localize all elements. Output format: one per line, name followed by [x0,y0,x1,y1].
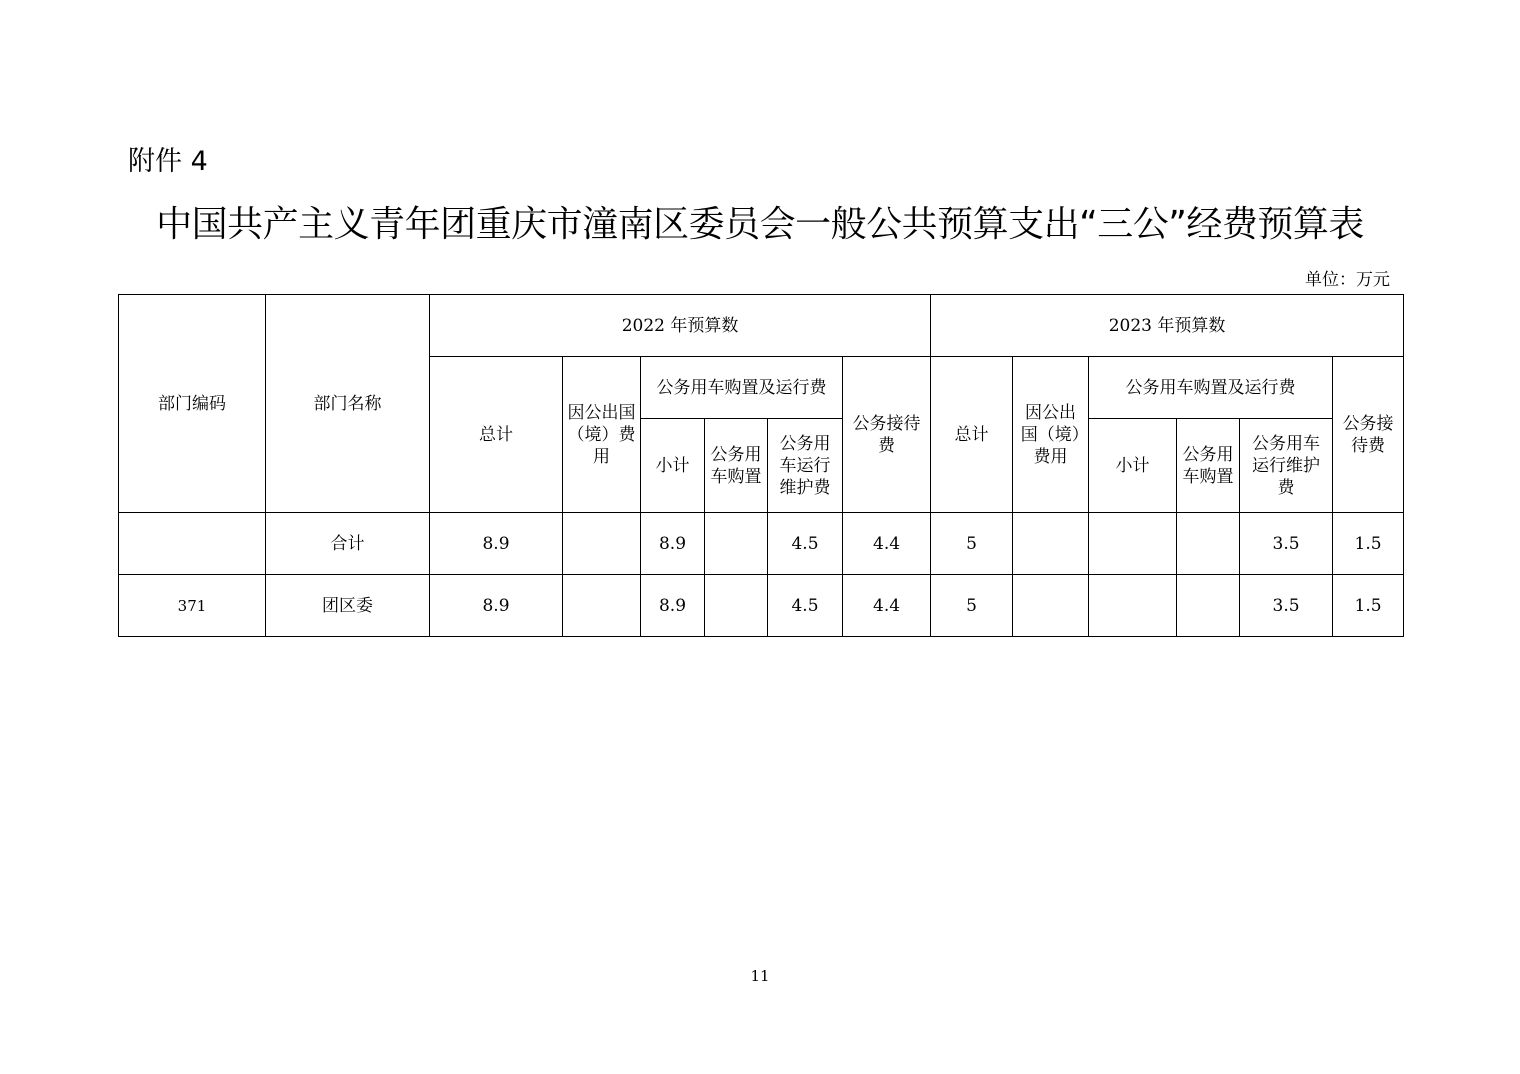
cell-2022-overseas [563,513,641,575]
header-2022-reception: 公务接待费 [843,357,931,513]
cell-2023-vehicle-purchase [1177,513,1240,575]
cell-2023-vehicle-operation: 3.5 [1240,575,1333,637]
cell-2023-subtotal [1089,575,1177,637]
header-2022-vehicle-purchase: 公务用车购置 [705,419,768,513]
cell-dept-code: 371 [119,575,266,637]
header-2022-vehicle-operation: 公务用车运行维护费 [768,419,843,513]
header-2023-vehicle-group: 公务用车购置及运行费 [1089,357,1333,419]
page-title: 中国共产主义青年团重庆市潼南区委员会一般公共预算支出“三公”经费预算表 [156,204,1364,245]
header-2022-overseas: 因公出国（境）费用 [563,357,641,513]
header-2022-vehicle-group: 公务用车购置及运行费 [641,357,843,419]
header-2023-vehicle-purchase: 公务用车购置 [1177,419,1240,513]
header-2023-overseas: 因公出国（境）费用 [1013,357,1089,513]
page-number: 11 [750,967,770,985]
budget-table [118,294,1404,637]
cell-2022-vehicle-operation: 4.5 [768,575,843,637]
cell-2023-total: 5 [931,575,1013,637]
cell-2022-overseas [563,575,641,637]
header-2023-vehicle-operation: 公务用车运行维护费 [1240,419,1333,513]
cell-2023-vehicle-purchase [1177,575,1240,637]
cell-2023-overseas [1013,575,1089,637]
header-2022-subtotal: 小计 [641,419,705,513]
header-dept-code: 部门编码 [119,295,266,513]
table-row [119,575,1404,637]
table-row-total [119,513,1404,575]
cell-2022-reception: 4.4 [843,513,931,575]
cell-2023-reception: 1.5 [1333,575,1404,637]
header-year-2022: 2022 年预算数 [430,295,931,357]
cell-2022-total: 8.9 [430,513,563,575]
header-2023-total: 总计 [931,357,1013,513]
unit-label: 单位：万元 [1305,270,1390,290]
header-2023-reception: 公务接待费 [1333,357,1404,513]
cell-2022-vehicle-operation: 4.5 [768,513,843,575]
cell-2022-subtotal: 8.9 [641,575,705,637]
cell-dept-name: 团区委 [266,575,430,637]
header-2022-total: 总计 [430,357,563,513]
cell-2022-vehicle-purchase [705,513,768,575]
cell-2023-overseas [1013,513,1089,575]
header-2023-subtotal: 小计 [1089,419,1177,513]
attachment-label: 附件 4 [128,146,208,177]
cell-2022-subtotal: 8.9 [641,513,705,575]
cell-2023-subtotal [1089,513,1177,575]
cell-2022-vehicle-purchase [705,575,768,637]
cell-dept-name: 合计 [266,513,430,575]
cell-2022-reception: 4.4 [843,575,931,637]
cell-2023-total: 5 [931,513,1013,575]
cell-2022-total: 8.9 [430,575,563,637]
cell-2023-reception: 1.5 [1333,513,1404,575]
header-year-2023: 2023 年预算数 [931,295,1404,357]
header-dept-name: 部门名称 [266,295,430,513]
cell-dept-code [119,513,266,575]
cell-2023-vehicle-operation: 3.5 [1240,513,1333,575]
